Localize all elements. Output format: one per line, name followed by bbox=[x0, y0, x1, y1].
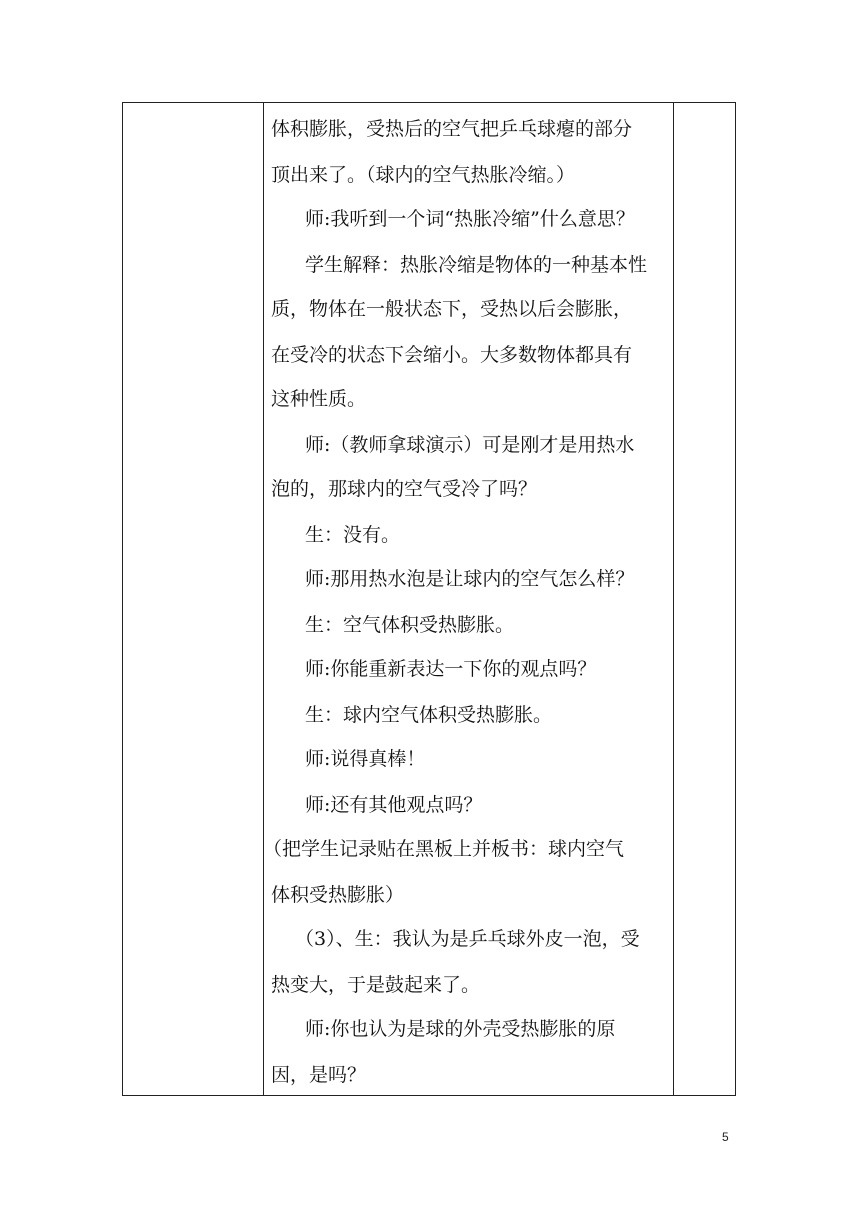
text-line: 体积受热膨胀） bbox=[271, 884, 405, 906]
text-line: 体积膨胀，受热后的空气把乒乓球瘪的部分 bbox=[271, 118, 633, 140]
text-line: （把学生记录贴在黑板上并板书：球内空气 bbox=[263, 838, 625, 860]
table-column-divider-left bbox=[263, 103, 264, 1095]
table-column-divider-right bbox=[673, 103, 674, 1095]
text-line: 师:我听到一个词“热胀冷缩”什么意思？ bbox=[305, 208, 635, 230]
text-line: 学生解释：热胀冷缩是物体的一种基本性 bbox=[305, 254, 648, 276]
text-line: 师:那用热水泡是让球内的空气怎么样？ bbox=[305, 568, 635, 590]
text-line: 质，物体在一般状态下，受热以后会膨胀， bbox=[271, 298, 633, 320]
text-line: 这种性质。 bbox=[271, 388, 367, 410]
text-line: 师:说得真棒！ bbox=[305, 748, 426, 770]
text-line: 生：球内空气体积受热膨胀。 bbox=[305, 704, 553, 726]
text-line: 师:（教师拿球演示）可是刚才是用热水 bbox=[305, 434, 635, 456]
text-line: 师:你也认为是球的外壳受热膨胀的原 bbox=[305, 1018, 616, 1040]
text-line: 生：空气体积受热膨胀。 bbox=[305, 614, 515, 636]
text-line: 师:还有其他观点吗？ bbox=[305, 794, 483, 816]
text-line: 生：没有。 bbox=[305, 524, 401, 546]
text-line: 因，是吗？ bbox=[271, 1064, 367, 1086]
text-line: 热变大，于是鼓起来了。 bbox=[271, 974, 481, 996]
text-line: 泡的，那球内的空气受冷了吗？ bbox=[271, 478, 538, 500]
lesson-table bbox=[122, 102, 736, 1096]
text-line: （3）、生：我认为是乒乓球外皮一泡，受 bbox=[295, 928, 640, 950]
text-line: 顶出来了。（球内的空气热胀冷缩。） bbox=[271, 164, 576, 186]
text-line: 师:你能重新表达一下你的观点吗？ bbox=[305, 658, 597, 680]
text-line: 在受冷的状态下会缩小。大多数物体都具有 bbox=[271, 344, 633, 366]
page-number: 5 bbox=[722, 1130, 729, 1144]
